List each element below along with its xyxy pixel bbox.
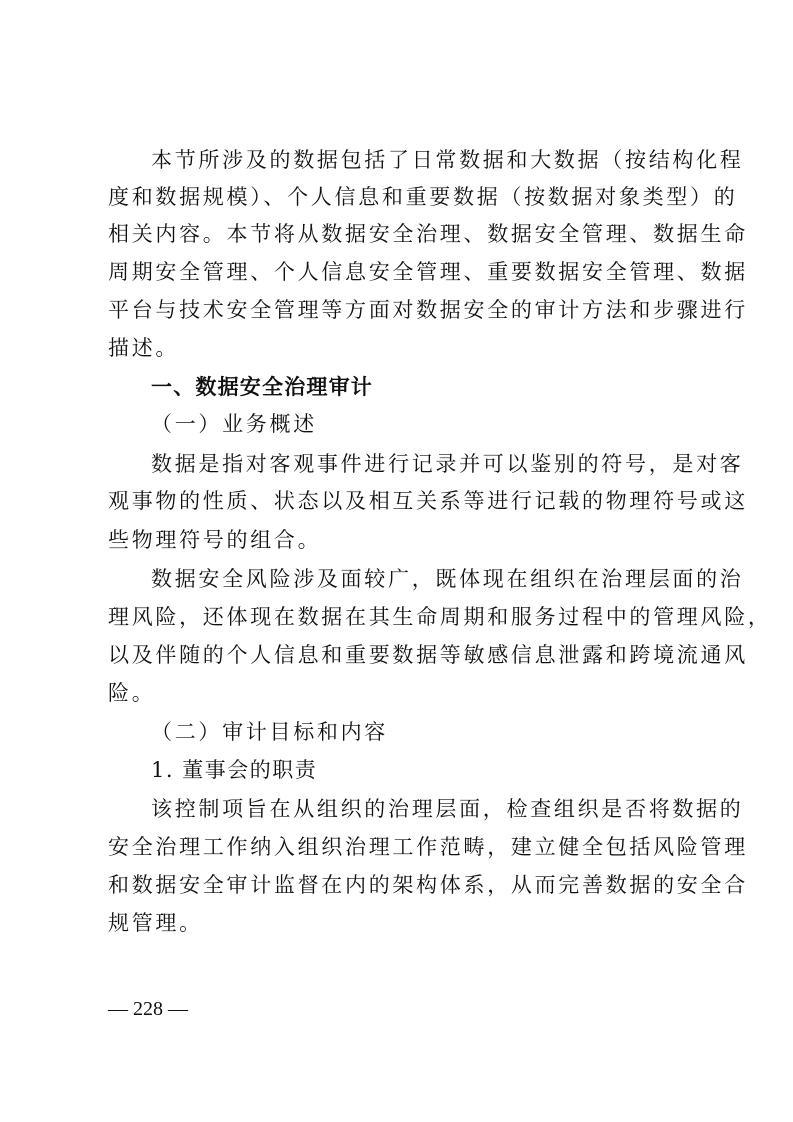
risk-line-3: 以及伴随的个人信息和重要数据等敏感信息泄露和跨境流通风 <box>108 643 748 667</box>
risk-line-1: 数据安全风险涉及面较广，既体现在组织在治理层面的治 <box>151 567 744 591</box>
page-number: — 228 — <box>108 998 188 1020</box>
section-heading: 一、数据安全治理审计 <box>151 375 373 399</box>
intro-line-5: 平台与技术安全管理等方面对数据安全的审计方法和步骤进行 <box>108 298 748 322</box>
risk-line-2: 理风险，还体现在数据在其生命周期和服务过程中的管理风险， <box>108 605 772 629</box>
definition-line-1: 数据是指对客观事件进行记录并可以鉴别的符号，是对客 <box>151 452 744 476</box>
intro-line-2: 度和数据规模）、个人信息和重要数据（按数据对象类型）的 <box>108 185 738 209</box>
intro-line-6: 描述。 <box>108 336 180 360</box>
board-line-3: 和数据安全审计监督在内的架构体系，从而完善数据的安全合 <box>108 873 748 897</box>
risk-line-4: 险。 <box>108 681 156 705</box>
subsection-heading-overview: （一）业务概述 <box>151 412 317 436</box>
intro-line-4: 周期安全管理、个人信息安全管理、重要数据安全管理、数据 <box>108 260 748 284</box>
board-line-1: 该控制项旨在从组织的治理层面，检查组织是否将数据的 <box>151 797 744 821</box>
board-line-2: 安全治理工作纳入组织治理工作范畴，建立健全包括风险管理 <box>108 835 748 859</box>
definition-line-2: 观事物的性质、状态以及相互关系等进行记载的物理符号或这 <box>108 489 748 513</box>
board-line-4: 规管理。 <box>108 911 203 935</box>
intro-line-1: 本节所涉及的数据包括了日常数据和大数据（按结构化程 <box>151 148 744 172</box>
item-heading-board: 1. 董事会的职责 <box>151 758 318 782</box>
definition-line-3: 些物理符号的组合。 <box>108 528 322 552</box>
intro-line-3: 相关内容。本节将从数据安全治理、数据安全管理、数据生命 <box>108 222 748 246</box>
subsection-heading-objectives: （二）审计目标和内容 <box>151 720 388 744</box>
